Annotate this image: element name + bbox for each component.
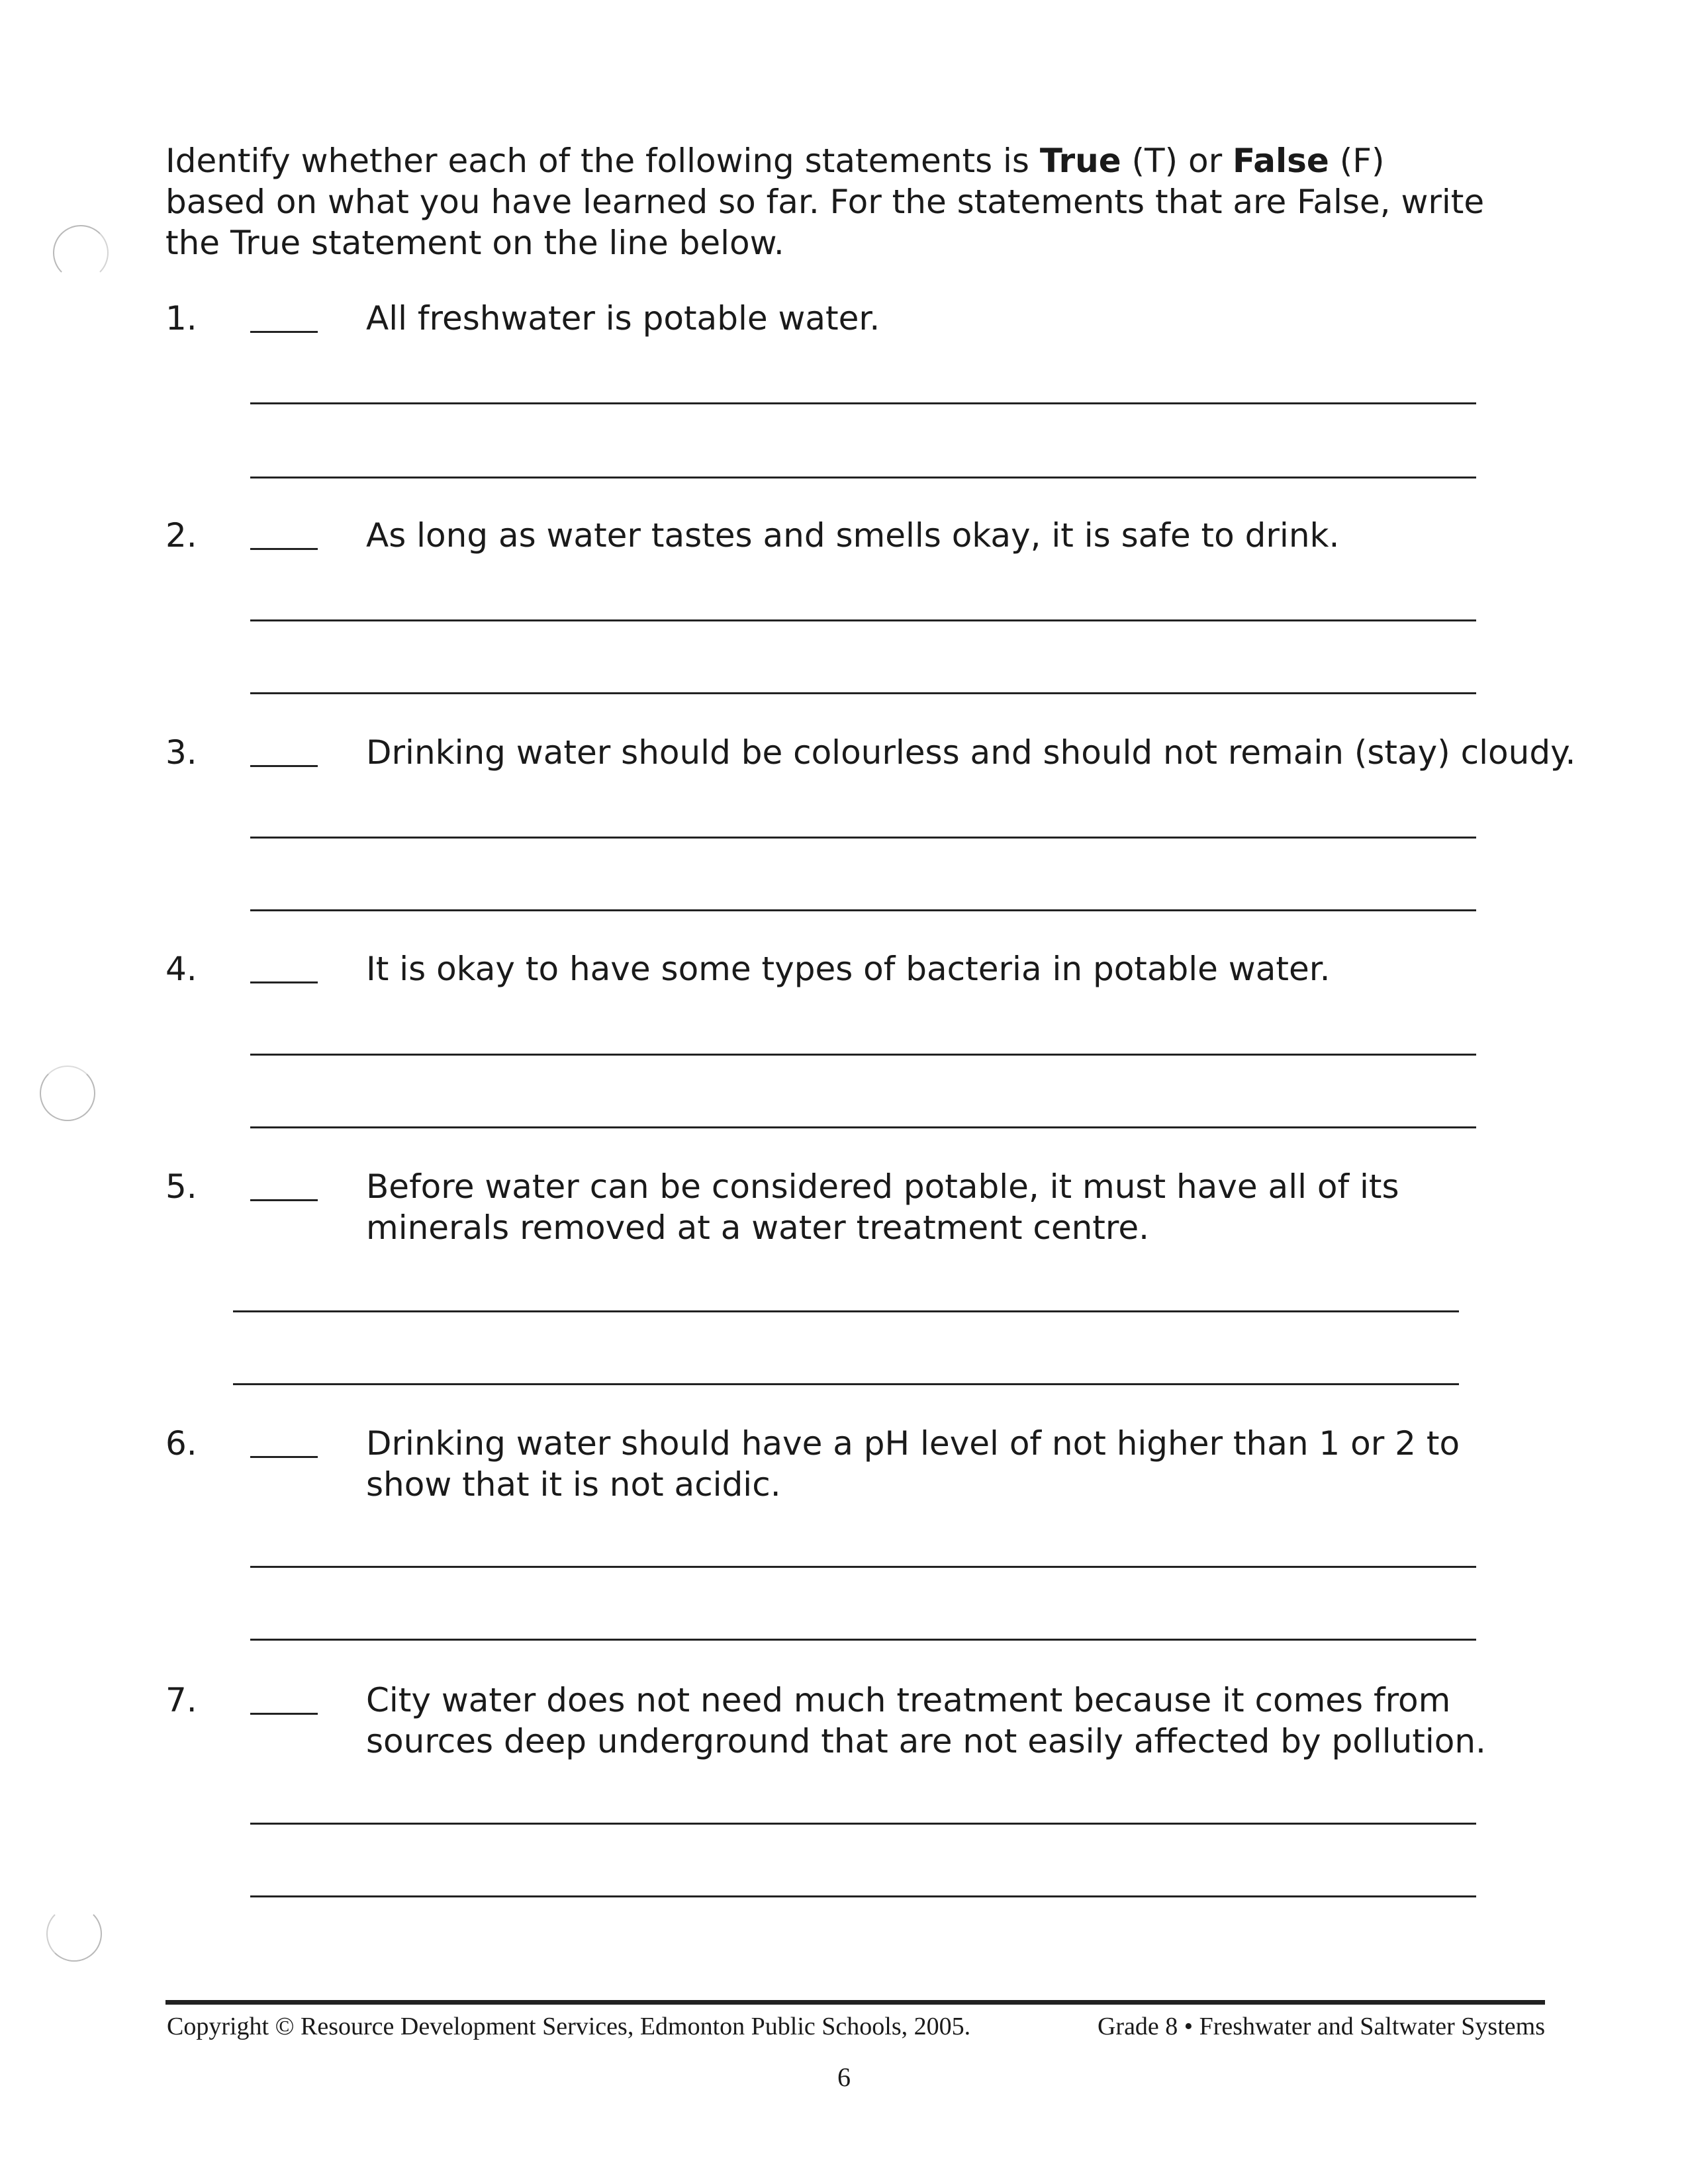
course-title: Grade 8 • Freshwater and Saltwater Systems <box>1097 2013 1545 2040</box>
question-number: 7. <box>165 1681 197 1719</box>
answer-line[interactable] <box>250 1054 1476 1056</box>
answer-line[interactable] <box>250 837 1476 839</box>
answer-line[interactable] <box>250 619 1476 621</box>
binder-hole-bottom <box>46 1906 102 1962</box>
answer-line[interactable] <box>250 1639 1476 1641</box>
answer-line[interactable] <box>250 1566 1476 1568</box>
question-number: 2. <box>165 516 197 555</box>
tf-answer-blank[interactable] <box>250 981 318 983</box>
answer-line[interactable] <box>250 692 1476 694</box>
question-statement: It is okay to have some types of bacteria in potable water. <box>366 950 1331 988</box>
answer-line[interactable] <box>250 1895 1476 1897</box>
page-number: 6 <box>837 2062 851 2092</box>
binder-hole-middle <box>40 1066 95 1121</box>
question-number: 3. <box>165 733 197 772</box>
tf-answer-blank[interactable] <box>250 765 318 767</box>
true-keyword: True <box>1039 142 1121 180</box>
answer-line[interactable] <box>233 1383 1459 1385</box>
tf-answer-blank[interactable] <box>250 1456 318 1458</box>
question-statement: Drinking water should be colourless and should not remain (stay) cloudy. <box>366 733 1576 772</box>
question-number: 4. <box>165 950 197 988</box>
question-statement: All freshwater is potable water. <box>366 299 880 338</box>
answer-line[interactable] <box>250 402 1476 404</box>
question-statement: Before water can be considered potable, it must have all of its minerals removed at a water treatment centre. <box>366 1167 1399 1247</box>
answer-line[interactable] <box>233 1310 1459 1312</box>
footer-divider <box>165 2000 1545 2005</box>
tf-answer-blank[interactable] <box>250 1713 318 1715</box>
copyright-notice: Copyright © Resource Development Services, Edmonton Public Schools, 2005. <box>167 2013 971 2040</box>
tf-answer-blank[interactable] <box>250 331 318 333</box>
answer-line[interactable] <box>250 909 1476 911</box>
false-keyword: False <box>1233 142 1329 180</box>
answer-line[interactable] <box>250 1126 1476 1128</box>
instructions: Identify whether each of the following statements is True (T) or False (F) based on what you have learned so far. For the statements that are False, write the True statement on the line below. <box>165 142 1485 262</box>
answer-line[interactable] <box>250 477 1476 478</box>
question-statement: Drinking water should have a pH level of not higher than 1 or 2 to show that it is not acidic. <box>366 1424 1460 1504</box>
answer-line[interactable] <box>250 1823 1476 1825</box>
binder-hole-top <box>53 225 109 281</box>
question-statement: City water does not need much treatment because it comes from sources deep underground that are not easily affected by pollution. <box>366 1681 1486 1760</box>
tf-answer-blank[interactable] <box>250 548 318 550</box>
question-number: 1. <box>165 299 197 338</box>
question-number: 6. <box>165 1424 197 1463</box>
question-number: 5. <box>165 1167 197 1206</box>
tf-answer-blank[interactable] <box>250 1199 318 1201</box>
question-statement: As long as water tastes and smells okay, it is safe to drink. <box>366 516 1340 555</box>
